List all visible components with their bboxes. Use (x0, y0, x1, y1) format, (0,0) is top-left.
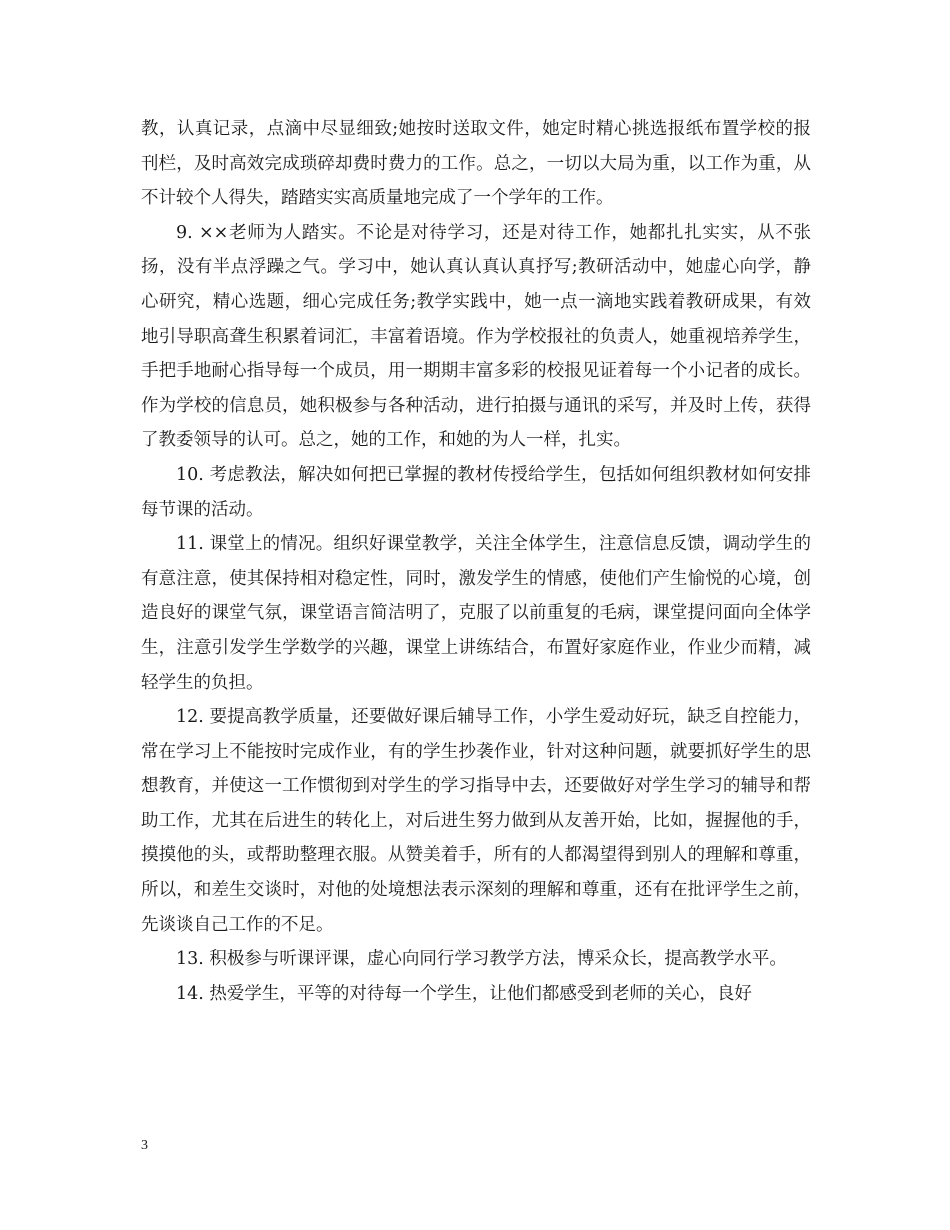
page-number: 3 (141, 1138, 148, 1153)
paragraph-continuation: 教，认真记录，点滴中尽显细致;她按时送取文件，她定时精心挑选报纸布置学校的报刊栏，及时高效完成琐碎却费时费力的工作。总之，一切以大局为重，以工作为重，从不计较个人得失，踏踏实实高质量地完成了一个学年的工作。 (141, 119, 811, 209)
paragraph-item-11: 11. 课堂上的情况。组织好课堂教学，关注全体学生，注意信息反馈，调动学生的有意注意，使其保持相对稳定性，同时，激发学生的情感，使他们产生愉悦的心境，创造良好的课堂气氛，课堂语言简洁明了，克服了以前重复的毛病，课堂提问面向全体学生，注意引发学生学数学的兴趣，课堂上讲练结合，布置好家庭作业，作业少而精，减轻学生的负担。 (141, 534, 811, 693)
paragraph-item-13: 13. 积极参与听课评课，虚心向同行学习教学方法，博采众长，提高教学水平。 (176, 949, 787, 970)
paragraph-item-10: 10. 考虑教法，解决如何把已掌握的教材传授给学生，包括如何组织教材如何安排每节课的活动。 (141, 464, 811, 520)
paragraph-item-9: 9. ××老师为人踏实。不论是对待学习，还是对待工作，她都扎扎实实，从不张扬，没有半点浮躁之气。学习中，她认真认真认真抒写;教研活动中，她虚心向学，静心研究，精心选题，细心完成任务;教学实践中，她一点一滴地实践着教研成果，有效地引导职高聋生积累着词汇，丰富着语境。作为学校报社的负责人，她重视培养学生，手把手地耐心指导每一个成员，用一期期丰富多彩的校报见证着每一个小记者的成长。作为学校的信息员，她积极参与各种活动，进行拍摄与通讯的采写，并及时上传，获得了教委领导的认可。总之，她的工作，和她的为人一样，扎实。 (141, 222, 811, 451)
paragraph-item-14: 14. 热爱学生，平等的对待每一个学生，让他们都感受到老师的关心，良好 (176, 983, 752, 1004)
document-body (141, 112, 811, 1011)
paragraph-item-12: 12. 要提高教学质量，还要做好课后辅导工作，小学生爱动好玩，缺乏自控能力，常在学习上不能按时完成作业，有的学生抄袭作业，针对这种问题，就要抓好学生的思想教育，并使这一工作惯彻到对学生的学习指导中去，还要做好对学生学习的辅导和帮助工作，尤其在后进生的转化上，对后进生努力做到从友善开始，比如，握握他的手，摸摸他的头，或帮助整理衣服。从赞美着手，所有的人都渴望得到别人的理解和尊重，所以，和差生交谈时，对他的处境想法表示深刻的理解和尊重，还有在批评学生之前，先谈谈自己工作的不足。 (141, 707, 811, 935)
